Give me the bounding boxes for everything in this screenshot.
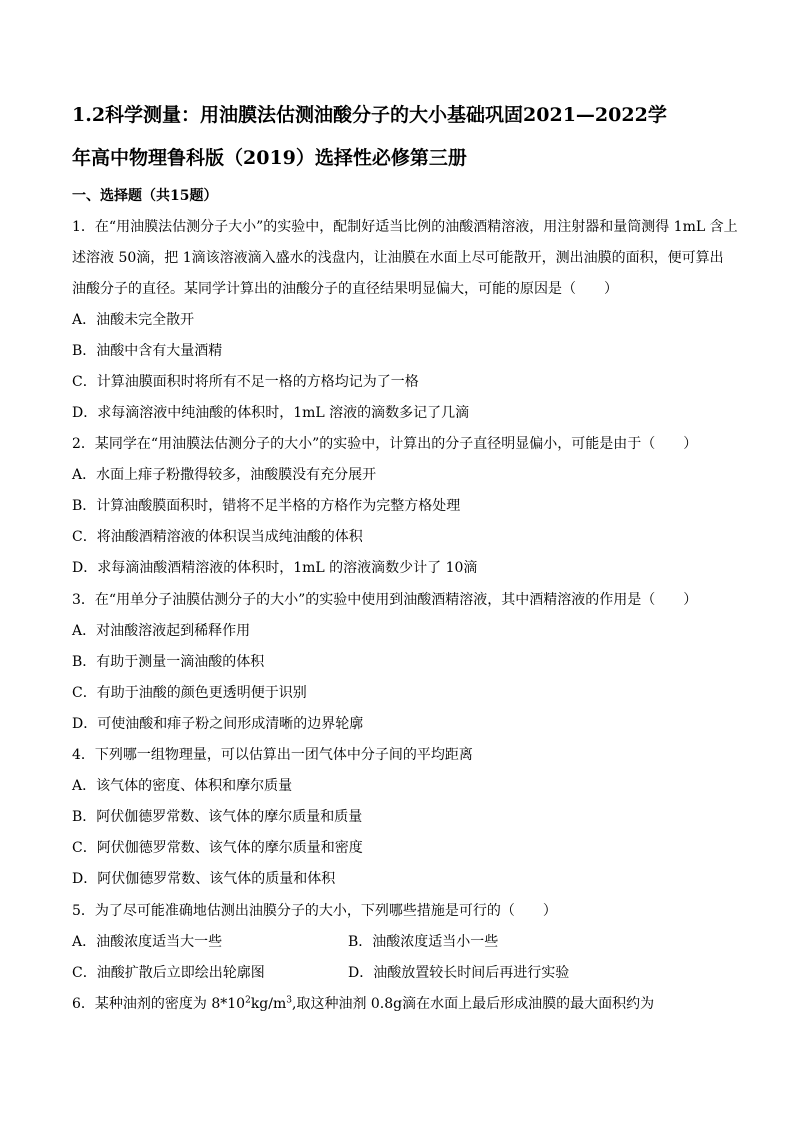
- question-4-option-c: C．阿伏伽德罗常数、该气体的摩尔质量和密度: [72, 840, 363, 856]
- document-title-line-1: 1.2科学测量：用油膜法估测油酸分子的大小基础巩固2021—2022学: [72, 104, 667, 126]
- question-5-stem-line-1: 5．为了尽可能准确地估测出油膜分子的大小，下列哪些措施是可行的（ ）: [72, 903, 557, 919]
- question-4-option-d: D．阿伏伽德罗常数、该气体的质量和体积: [72, 871, 336, 887]
- question-6-superscript-2: 3: [286, 995, 292, 1006]
- question-3-option-d: D．可使油酸和痱子粉之间形成清晰的边界轮廓: [72, 716, 364, 732]
- question-3-option-a: A．对油酸溶液起到稀释作用: [72, 623, 251, 639]
- question-4-stem-line-1: 4．下列哪一组物理量，可以估算出一团气体中分子间的平均距离: [72, 747, 473, 763]
- question-5-option-a: A．油酸浓度适当大一些: [72, 934, 223, 950]
- question-1-option-c: C．计算油膜面积时将所有不足一格的方格均记为了一格: [72, 374, 419, 390]
- question-2-option-b: B．计算油酸膜面积时，错将不足半格的方格作为完整方格处理: [72, 498, 461, 514]
- question-4-option-b: B．阿伏伽德罗常数、该气体的摩尔质量和质量: [72, 809, 363, 825]
- question-6-stem-line-1: [72, 994, 654, 1014]
- question-2-option-c: C．将油酸酒精溶液的体积误当成纯油酸的体积: [72, 529, 363, 545]
- question-1-option-d: D．求每滴溶液中纯油酸的体积时，1mL 溶液的滴数多记了几滴: [72, 405, 470, 421]
- question-6-stem-part-1: 6．某种油剂的密度为 8*10: [72, 996, 246, 1012]
- question-5-option-d: D．油酸放置较长时间后再进行实验: [348, 965, 570, 981]
- question-5-option-b: B．油酸浓度适当小一些: [348, 934, 499, 950]
- question-3-option-c: C．有助于油酸的颜色更透明便于识别: [72, 685, 307, 701]
- question-4-option-a: A．该气体的密度、体积和摩尔质量: [72, 778, 293, 794]
- question-6-superscript-1: 2: [245, 995, 251, 1006]
- question-5-option-c: C．油酸扩散后立即绘出轮廓图: [72, 965, 265, 981]
- question-1-stem-line-2: 述溶液 50滴，把 1滴该溶液滴入盛水的浅盘内，让油膜在水面上尽可能散开，测出油膜的面积，便可算出: [72, 250, 724, 266]
- question-1-option-a: A．油酸未完全散开: [72, 312, 195, 328]
- question-2-stem-line-1: 2．某同学在“用油膜法估测分子的大小”的实验中，计算出的分子直径明显偏小，可能是由于（ ）: [72, 436, 698, 452]
- document-title-line-2: 年高中物理鲁科版（2019）选择性必修第三册: [72, 147, 467, 169]
- question-3-stem-line-1: 3．在“用单分子油膜估测分子的大小”的实验中使用到油酸酒精溶液，其中酒精溶液的作用是（ ）: [72, 592, 698, 608]
- question-6-stem-part-2: kg/m: [250, 996, 287, 1012]
- section-heading: 一、选择题（共15题）: [72, 188, 218, 204]
- question-1-stem-line-3: 油酸分子的直径。某同学计算出的油酸分子的直径结果明显偏大，可能的原因是（ ）: [72, 281, 618, 297]
- question-6-stem-part-3: ,取这种油剂 0.8g滴在水面上最后形成油膜的最大面积约为: [292, 996, 655, 1012]
- question-1-option-b: B．油酸中含有大量酒精: [72, 343, 223, 359]
- question-2-option-d: D．求每滴油酸酒精溶液的体积时，1mL 的溶液滴数少计了 10滴: [72, 560, 478, 576]
- question-1-stem-line-1: 1．在“用油膜法估测分子大小”的实验中，配制好适当比例的油酸酒精溶液，用注射器和量筒测得 1mL 含上: [72, 219, 738, 235]
- question-2-option-a: A．水面上痱子粉撒得较多，油酸膜没有充分展开: [72, 467, 377, 483]
- question-3-option-b: B．有助于测量一滴油酸的体积: [72, 654, 265, 670]
